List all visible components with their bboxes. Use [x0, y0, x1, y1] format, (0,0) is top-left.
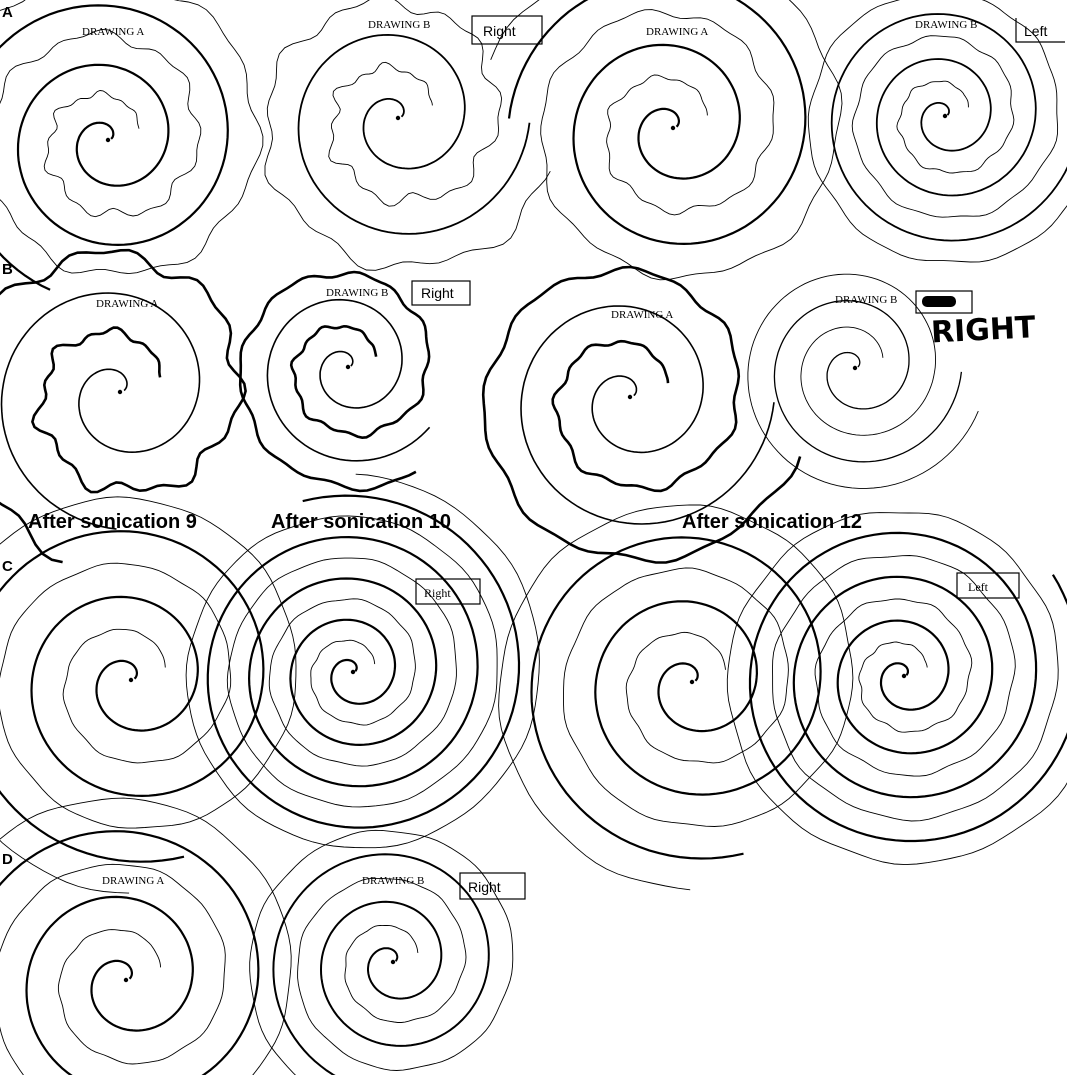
caption-sonication-9: After sonication 9 — [28, 511, 197, 533]
panel-a-sheet1-drawing-b-spiral — [265, 0, 550, 270]
center-dot — [124, 978, 128, 982]
panel-c-left-hand-label: Left — [968, 580, 988, 594]
traced-line — [727, 513, 1067, 865]
panel-a-sheet1-drawing-a-label: DRAWING A — [82, 26, 145, 38]
traced-line — [265, 0, 550, 270]
panel-b-sheet1-drawing-a-label: DRAWING A — [96, 298, 159, 310]
panel-a-sheet2-drawing-a-spiral — [491, 0, 842, 280]
center-dot — [129, 678, 133, 682]
panel-b-sheet2-hand-label: RIGHT — [930, 310, 1037, 351]
panel-d-drawing-a-label: DRAWING A — [102, 875, 165, 887]
panel-b-sheet2-redaction-mark — [922, 296, 956, 307]
panel-b-sheet1-hand-label: Right — [421, 285, 454, 301]
panel-b-sheet2-drawing-b-label: DRAWING B — [835, 294, 898, 306]
printed-spiral-line — [2, 293, 200, 529]
center-dot — [628, 395, 632, 399]
center-dot — [391, 960, 395, 964]
printed-spiral-line — [0, 531, 263, 862]
panel-d-hand-label: Right — [468, 879, 501, 895]
panel-letter-d: D — [2, 851, 13, 868]
center-dot — [106, 138, 110, 142]
printed-spiral-line — [832, 14, 1067, 241]
printed-spiral-line — [273, 854, 488, 1075]
center-dot — [396, 116, 400, 120]
center-dot — [351, 670, 355, 674]
caption-sonication-12: After sonication 12 — [682, 511, 863, 533]
traced-line — [808, 0, 1067, 262]
traced-line — [0, 0, 263, 283]
printed-spiral-line — [267, 300, 429, 461]
panel-c-sonication-12-drawing-a-spiral — [499, 505, 853, 890]
panel-letter-c: C — [2, 558, 13, 575]
panel-a-sheet1-drawing-a-spiral — [0, 0, 263, 290]
panel-a-sheet2-drawing-a-label: DRAWING A — [646, 26, 709, 38]
traced-line — [499, 505, 853, 890]
center-dot — [671, 126, 675, 130]
panel-b-sheet2-drawing-a-label: DRAWING A — [611, 309, 674, 321]
panel-letter-a: A — [2, 4, 13, 21]
center-dot — [118, 390, 122, 394]
panel-c-right-hand-label: Right — [424, 586, 451, 600]
panel-d-drawing-a-spiral — [0, 798, 291, 1075]
traced-line — [250, 830, 513, 1075]
center-dot — [902, 674, 906, 678]
center-dot — [853, 366, 857, 370]
panel-c-left-hand-box — [957, 573, 1019, 598]
printed-spiral-line — [0, 5, 228, 289]
center-dot — [346, 365, 350, 369]
panel-b-sheet1-drawing-b-label: DRAWING B — [326, 287, 389, 299]
center-dot — [943, 114, 947, 118]
panel-a-sheet2-drawing-b-label: DRAWING B — [915, 19, 978, 31]
panel-a-sheet2-hand-label: Left — [1024, 23, 1048, 39]
center-dot — [690, 680, 694, 684]
panel-a-sheet1-drawing-b-label: DRAWING B — [368, 19, 431, 31]
printed-spiral-line — [532, 537, 821, 858]
panel-a-sheet2-drawing-b-spiral — [808, 0, 1067, 262]
panel-a-sheet1-hand-label: Right — [483, 23, 516, 39]
panel-d-drawing-b-spiral — [250, 830, 513, 1075]
panel-b-sheet1-drawing-b-spiral — [240, 272, 429, 491]
caption-sonication-10: After sonication 10 — [271, 511, 452, 533]
traced-line — [491, 0, 842, 280]
panel-letter-b: B — [2, 261, 13, 278]
panel-d-drawing-b-label: DRAWING B — [362, 875, 425, 887]
panel-c-sonication-12-drawing-b-spiral — [727, 513, 1067, 865]
